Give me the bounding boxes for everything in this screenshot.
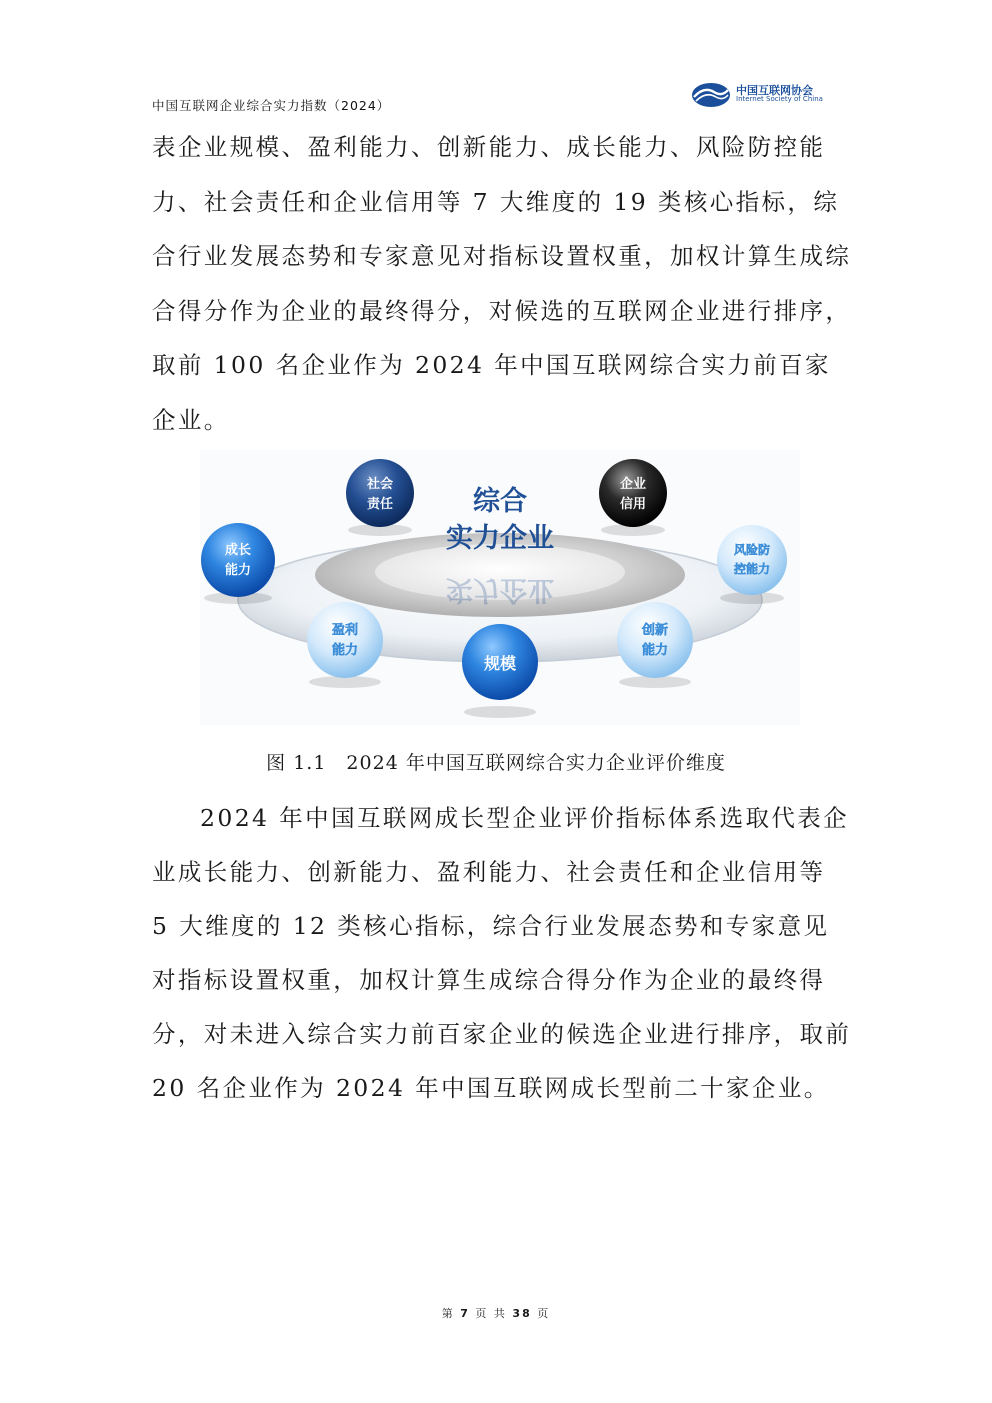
footer-page-number: 7 (460, 1307, 470, 1320)
node-growth-capability (201, 523, 275, 597)
logo-text-cn: 中国互联网协会 (736, 84, 813, 97)
node-label-line2: 能力 (331, 643, 359, 658)
node-label-line2: 能力 (641, 643, 669, 658)
logo-text-en: Internet Society of China (736, 95, 823, 103)
center-label-reflection-text: 实力企业 (446, 574, 554, 605)
node-label-line1: 成长 (224, 543, 252, 558)
center-label-reflection (446, 574, 554, 606)
paragraph-1: 表企业规模、盈利能力、创新能力、成长能力、风险防控能力、社会责任和企业信用等 7 大维度的 19 类核心指标，综合行业发展态势和专家意见对指标设置权重，加权计算生成综合得分作为企业的最终得分，对候选的互联网企业进行排序，取前 100 名企业作为 2024 年中国互联网综合实力前百家企业。 (152, 133, 852, 434)
node-risk-control-capability (717, 525, 787, 595)
footer-prefix: 第 (441, 1307, 455, 1320)
center-label-line1: 综合 (473, 486, 527, 517)
footer-total-pages: 38 (512, 1307, 532, 1320)
node-label-line1: 盈利 (331, 623, 359, 638)
node-label-line1: 规模 (483, 654, 517, 673)
footer-middle: 页 共 (475, 1307, 507, 1320)
logo (690, 80, 830, 110)
paragraph-2: 2024 年中国互联网成长型企业评价指标体系选取代表企业成长能力、创新能力、盈利能力、社会责任和企业信用等 5 大维度的 12 类核心指标，综合行业发展态势和专家意见对指标设置权重，加权计算生成综合得分作为企业的最终得分，对未进入综合实力前百家企业的候选企业进行排序，取前 20 名企业作为 2024 年中国互联网成长型前二十家企业。 (152, 804, 852, 1102)
node-label-line1: 社会 (366, 477, 394, 492)
node-label-line2: 信用 (619, 497, 647, 512)
node-innovation-capability (617, 602, 693, 678)
center-label-line2: 实力企业 (446, 523, 554, 554)
evaluation-dimensions-figure (200, 450, 800, 725)
node-label-line1: 企业 (619, 477, 647, 492)
node-profitability (307, 602, 383, 678)
figure-caption: 图 1.1 2024 年中国互联网综合实力企业评价维度 (266, 752, 726, 774)
page-footer (0, 1305, 992, 1321)
dimensions-diagram (200, 450, 800, 725)
node-label-line2: 责任 (366, 497, 394, 512)
node-label-line1: 风险防 (733, 543, 771, 557)
node-label-line2: 能力 (224, 563, 252, 578)
node-scale (462, 624, 538, 700)
header-title: 中国互联网企业综合实力指数（2024） (152, 98, 391, 113)
node-enterprise-credit (599, 459, 667, 527)
node-social-responsibility (346, 459, 414, 527)
node-label-line2: 控能力 (733, 562, 771, 576)
logo-icon (690, 80, 732, 110)
node-label-line1: 创新 (641, 623, 669, 638)
footer-suffix: 页 (537, 1307, 551, 1320)
